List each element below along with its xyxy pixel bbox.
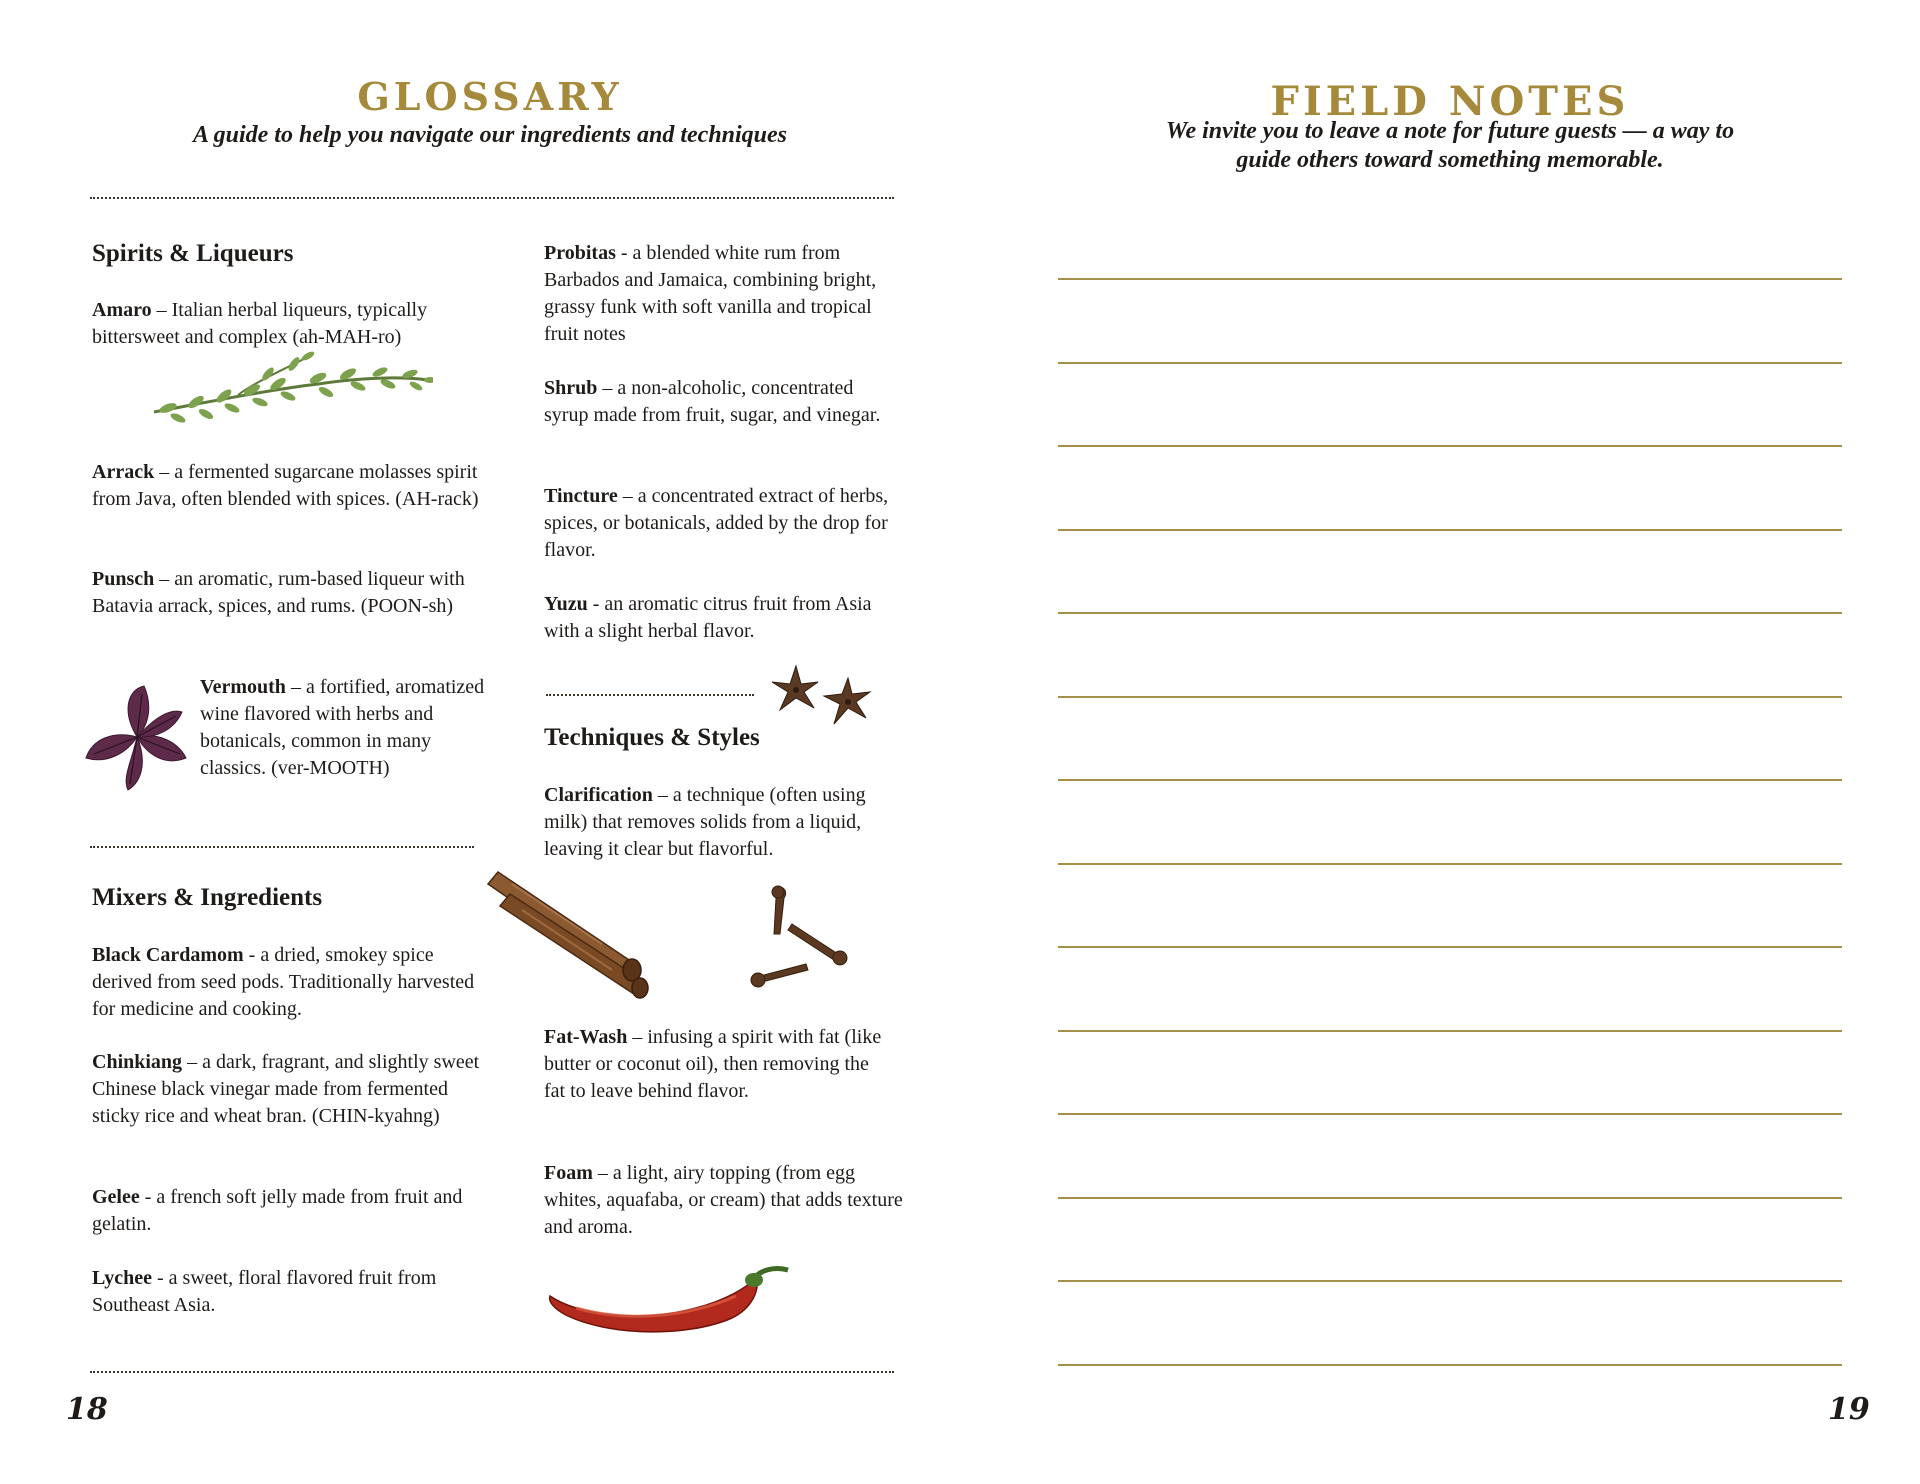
definition: - a dried, smokey spice derived from seed pods. Traditionally harvested for medicine and cooking.	[92, 944, 475, 1020]
note-line[interactable]	[1058, 278, 1842, 280]
field-notes-title: FIELD NOTES	[1270, 78, 1630, 125]
section-title-mixers: Mixers & Ingredients	[92, 884, 323, 911]
definition: – a technique (often using milk) that removes solids from a liquid, leaving it clear but flavorful.	[544, 784, 866, 860]
page-number-right: 19	[1828, 1392, 1870, 1427]
definition: – a concentrated extract of herbs, spices, or botanicals, added by the drop for flavor.	[544, 485, 889, 561]
definition: – a dark, fragrant, and slightly sweet Chinese black vinegar made from fermented sticky rice and wheat bran. (CHIN-kyahng)	[92, 1051, 480, 1127]
header-divider	[90, 197, 894, 199]
field-notes-subtitle-line1: We invite you to leave a note for future guests — a way to	[1165, 118, 1735, 144]
glossary-entry-probitas	[544, 240, 894, 348]
term: Shrub	[544, 377, 598, 399]
definition: – a non-alcoholic, concentrated syrup made from fruit, sugar, and vinegar.	[544, 377, 881, 426]
note-line[interactable]	[1058, 946, 1842, 948]
note-line[interactable]	[1058, 863, 1842, 865]
thyme-sprig-illustration	[148, 350, 433, 438]
note-line[interactable]	[1058, 779, 1842, 781]
glossary-entry-black-cardamom	[92, 942, 487, 1023]
term: Lychee	[92, 1267, 152, 1289]
section-title-spirits: Spirits & Liqueurs	[92, 240, 294, 267]
definition: – a fortified, aromatized wine flavored with herbs and botanicals, common in many classics. (ver-MOOTH)	[200, 676, 485, 779]
cinnamon-sticks-illustration	[482, 866, 658, 1002]
definition: – an aromatic, rum-based liqueur with Batavia arrack, spices, and rums. (POON-sh)	[92, 568, 465, 617]
glossary-entry-fat-wash	[544, 1024, 889, 1105]
term: Foam	[544, 1162, 593, 1184]
glossary-entry-shrub	[544, 375, 894, 429]
spirits-divider	[90, 846, 474, 848]
term: Clarification	[544, 784, 653, 806]
red-chili-pepper-illustration	[546, 1262, 792, 1338]
term: Probitas	[544, 242, 616, 264]
glossary-entry-chinkiang	[92, 1049, 487, 1130]
note-line[interactable]	[1058, 1364, 1842, 1366]
definition: – a light, airy topping (from egg whites, aquafaba, or cream) that adds texture and aroma.	[544, 1162, 903, 1238]
note-line[interactable]	[1058, 362, 1842, 364]
note-line[interactable]	[1058, 612, 1842, 614]
column-divider	[546, 694, 754, 696]
glossary-entry-vermouth	[200, 674, 490, 782]
purple-basil-leaf-illustration	[82, 682, 192, 792]
note-line[interactable]	[1058, 529, 1842, 531]
note-line[interactable]	[1058, 1030, 1842, 1032]
term: Amaro	[92, 299, 152, 321]
note-line[interactable]	[1058, 1113, 1842, 1115]
page-number-left: 18	[66, 1392, 108, 1427]
definition: - a sweet, floral flavored fruit from Southeast Asia.	[92, 1267, 437, 1316]
term: Arrack	[92, 461, 155, 483]
definition: – Italian herbal liqueurs, typically bittersweet and complex (ah-MAH-ro)	[92, 299, 428, 348]
term: Chinkiang	[92, 1051, 183, 1073]
definition: - an aromatic citrus fruit from Asia with a slight herbal flavor.	[544, 593, 872, 642]
glossary-entry-lychee	[92, 1265, 482, 1319]
field-notes-subtitle-line2: guide others toward something memorable.	[1236, 147, 1664, 173]
definition: - a french soft jelly made from fruit and gelatin.	[92, 1186, 463, 1235]
term: Fat-Wash	[544, 1026, 628, 1048]
term: Tincture	[544, 485, 618, 507]
glossary-title: GLOSSARY	[357, 74, 623, 119]
term: Vermouth	[200, 676, 286, 698]
field-notes-page	[960, 0, 1920, 1484]
definition: – infusing a spirit with fat (like butter or coconut oil), then removing the fat to leave behind flavor.	[544, 1026, 882, 1102]
glossary-entry-yuzu	[544, 591, 894, 645]
glossary-entry-amaro	[92, 297, 482, 351]
glossary-subtitle: A guide to help you navigate our ingredients and techniques	[192, 122, 788, 148]
footer-divider	[90, 1371, 894, 1373]
note-line[interactable]	[1058, 1197, 1842, 1199]
glossary-entry-foam	[544, 1160, 909, 1241]
definition: - a blended white rum from Barbados and Jamaica, combining bright, grassy funk with soft vanilla and tropical fruit notes	[544, 242, 877, 345]
note-line[interactable]	[1058, 445, 1842, 447]
section-title-techniques: Techniques & Styles	[544, 724, 760, 751]
glossary-entry-gelee	[92, 1184, 482, 1238]
star-anise-illustration	[768, 660, 876, 732]
note-line[interactable]	[1058, 696, 1842, 698]
glossary-entry-punsch	[92, 566, 484, 620]
note-line[interactable]	[1058, 1280, 1842, 1282]
definition: – a fermented sugarcane molasses spirit from Java, often blended with spices. (AH-rack)	[92, 461, 479, 510]
term: Punsch	[92, 568, 155, 590]
term: Yuzu	[544, 593, 588, 615]
glossary-entry-tincture	[544, 483, 894, 564]
cloves-illustration	[748, 884, 856, 994]
glossary-entry-arrack	[92, 459, 492, 513]
term: Black Cardamom	[92, 944, 244, 966]
glossary-entry-clarification	[544, 782, 904, 863]
term: Gelee	[92, 1186, 140, 1208]
